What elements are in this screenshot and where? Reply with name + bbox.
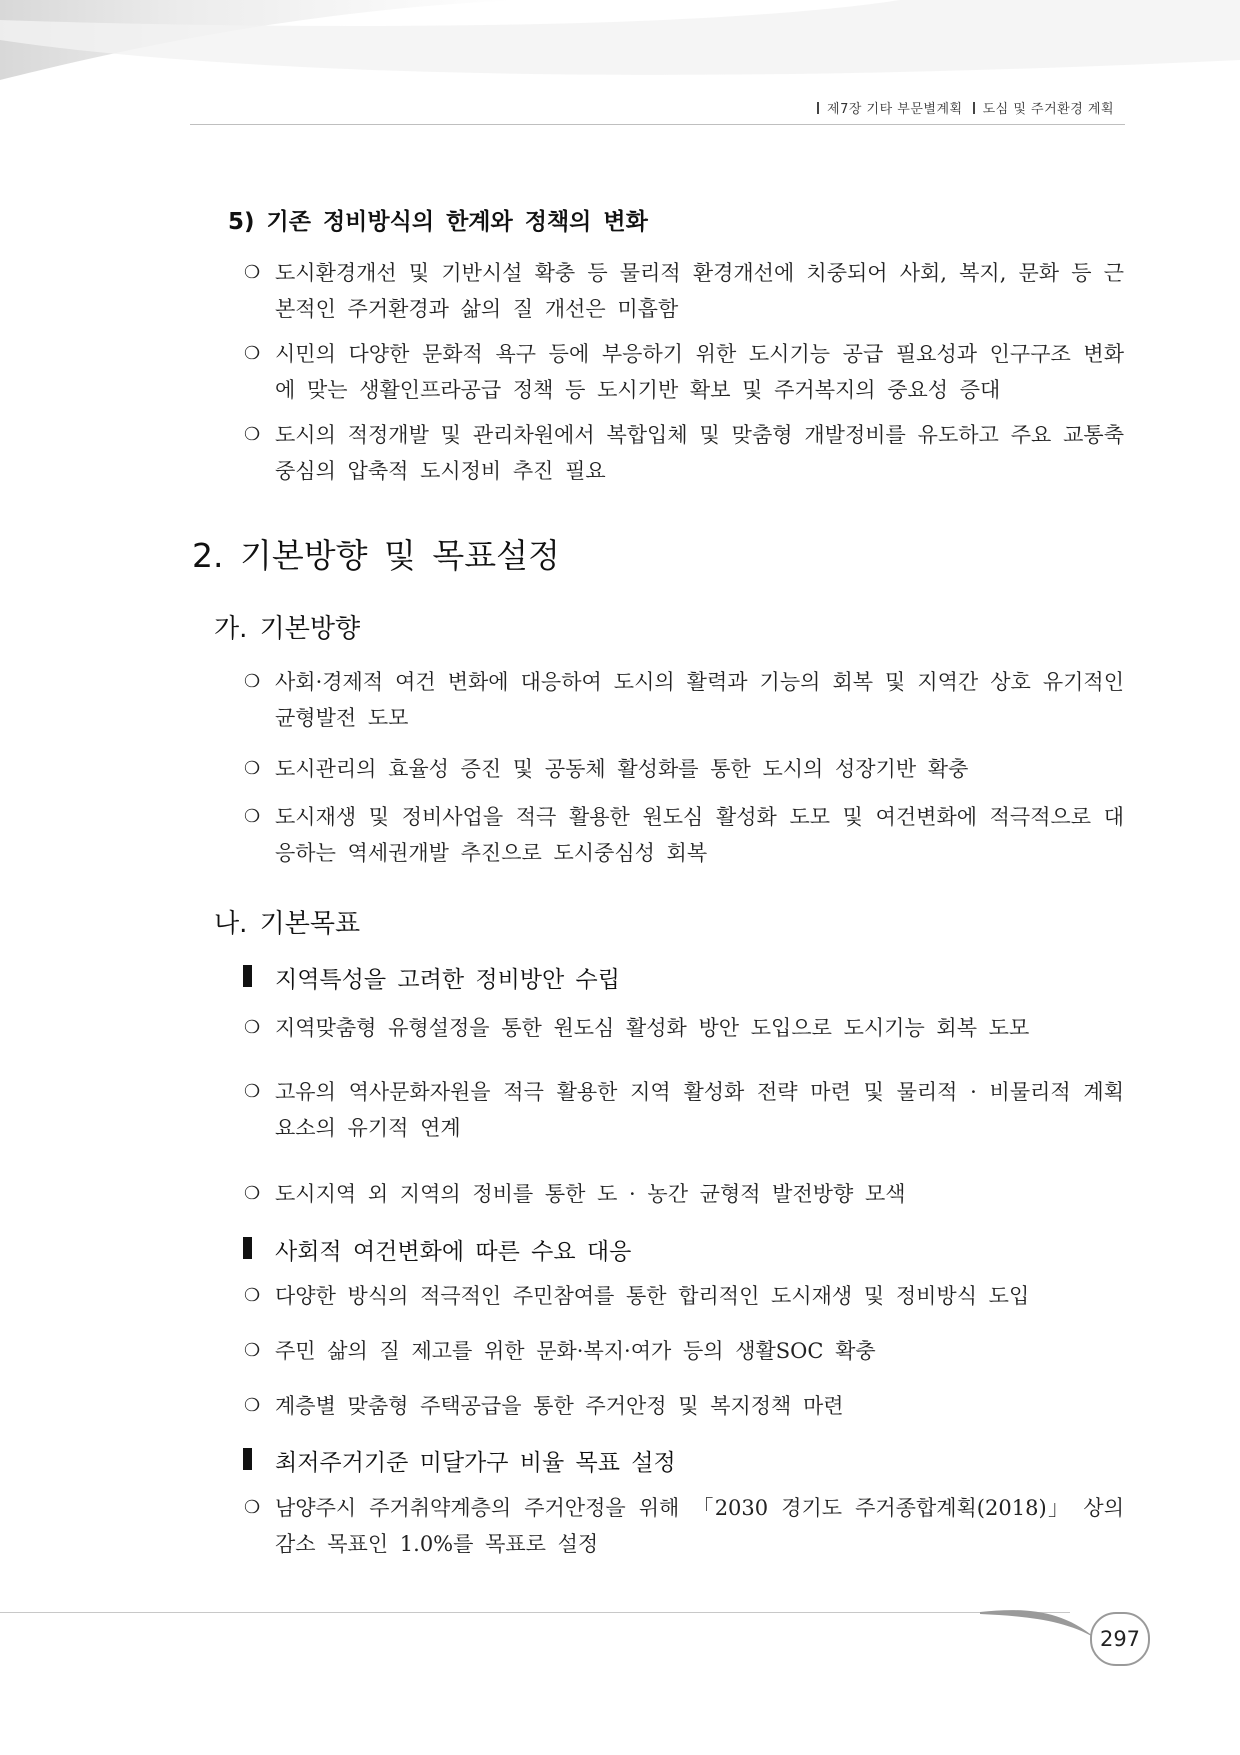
header-chapter: 제7장 기타 부문별계획 (827, 102, 963, 117)
circle-bullet-icon: ❍ (244, 424, 261, 445)
list-item: ❍ 도시의 적정개발 및 관리차원에서 복합입체 및 맞춤형 개발정비를 유도하고 주요 교통축 중심의 압축적 도시정비 추진 필요 (244, 417, 1124, 489)
circle-bullet-icon: ❍ (244, 1017, 261, 1038)
list-item: ❍ 다양한 방식의 적극적인 주민참여를 통한 합리적인 도시재생 및 정비방식 도입 (244, 1278, 1124, 1314)
circle-bullet-icon: ❍ (244, 671, 261, 692)
main-heading: 2. 기본방향 및 목표설정 (192, 536, 560, 575)
circle-bullet-icon: ❍ (244, 1285, 261, 1306)
list-item: ❍ 주민 삶의 질 제고를 위한 문화·복지·여가 등의 생활SOC 확충 (244, 1333, 1124, 1369)
footer-decoration (980, 1590, 1100, 1640)
square-marker-icon (243, 1237, 252, 1259)
circle-bullet-icon: ❍ (244, 758, 261, 779)
circle-bullet-icon: ❍ (244, 343, 261, 364)
page-number: 297 (1090, 1612, 1150, 1666)
goal-heading: 사회적 여건변화에 따른 수요 대응 (245, 1233, 631, 1266)
goal-heading: 지역특성을 고려한 정비방안 수립 (245, 961, 620, 994)
list-item: ❍ 지역맞춤형 유형설정을 통한 원도심 활성화 방안 도입으로 도시기능 회복 도모 (244, 1010, 1124, 1046)
circle-bullet-icon: ❍ (244, 1395, 261, 1416)
header-rule (190, 124, 1125, 125)
square-marker-icon (243, 1448, 252, 1470)
header-section: 도심 및 주거환경 계획 (982, 102, 1114, 117)
list-item: ❍ 도시환경개선 및 기반시설 확충 등 물리적 환경개선에 치중되어 사회, 복지, 문화 등 근본적인 주거환경과 삶의 질 개선은 미흡함 (244, 255, 1124, 327)
circle-bullet-icon: ❍ (244, 262, 261, 283)
list-item: ❍ 남양주시 주거취약계층의 주거안정을 위해 「2030 경기도 주거종합계획(2018)」 상의 감소 목표인 1.0%를 목표로 설정 (244, 1490, 1124, 1562)
goal-heading: 최저주거기준 미달가구 비율 목표 설정 (245, 1444, 676, 1477)
section-na-heading: 나. 기본목표 (214, 909, 361, 939)
circle-bullet-icon: ❍ (244, 1183, 261, 1204)
list-item: ❍ 시민의 다양한 문화적 욕구 등에 부응하기 위한 도시기능 공급 필요성과 인구구조 변화에 맞는 생활인프라공급 정책 등 도시기반 확보 및 주거복지의 중요성 증대 (244, 336, 1124, 408)
square-marker-icon (243, 965, 252, 987)
header-divider (817, 102, 819, 114)
header-decoration (0, 0, 1240, 160)
section-5-heading: 5) 기존 정비방식의 한계와 정책의 변화 (228, 209, 648, 235)
list-item: ❍ 사회·경제적 여건 변화에 대응하여 도시의 활력과 기능의 회복 및 지역간 상호 유기적인 균형발전 도모 (244, 664, 1124, 736)
footer-rule (0, 1612, 1070, 1613)
running-header (807, 98, 1114, 117)
list-item: ❍ 도시재생 및 정비사업을 적극 활용한 원도심 활성화 도모 및 여건변화에 적극적으로 대응하는 역세권개발 추진으로 도시중심성 회복 (244, 799, 1124, 871)
circle-bullet-icon: ❍ (244, 1340, 261, 1361)
list-item: ❍ 도시관리의 효율성 증진 및 공동체 활성화를 통한 도시의 성장기반 확충 (244, 751, 1124, 787)
header-divider (973, 102, 975, 114)
circle-bullet-icon: ❍ (244, 1081, 261, 1102)
list-item: ❍ 도시지역 외 지역의 정비를 통한 도 · 농간 균형적 발전방향 모색 (244, 1176, 1124, 1212)
list-item: ❍ 계층별 맞춤형 주택공급을 통한 주거안정 및 복지정책 마련 (244, 1388, 1124, 1424)
circle-bullet-icon: ❍ (244, 806, 261, 827)
list-item: ❍ 고유의 역사문화자원을 적극 활용한 지역 활성화 전략 마련 및 물리적 · 비물리적 계획 요소의 유기적 연계 (244, 1074, 1124, 1146)
circle-bullet-icon: ❍ (244, 1497, 261, 1518)
section-ga-heading: 가. 기본방향 (214, 614, 361, 644)
